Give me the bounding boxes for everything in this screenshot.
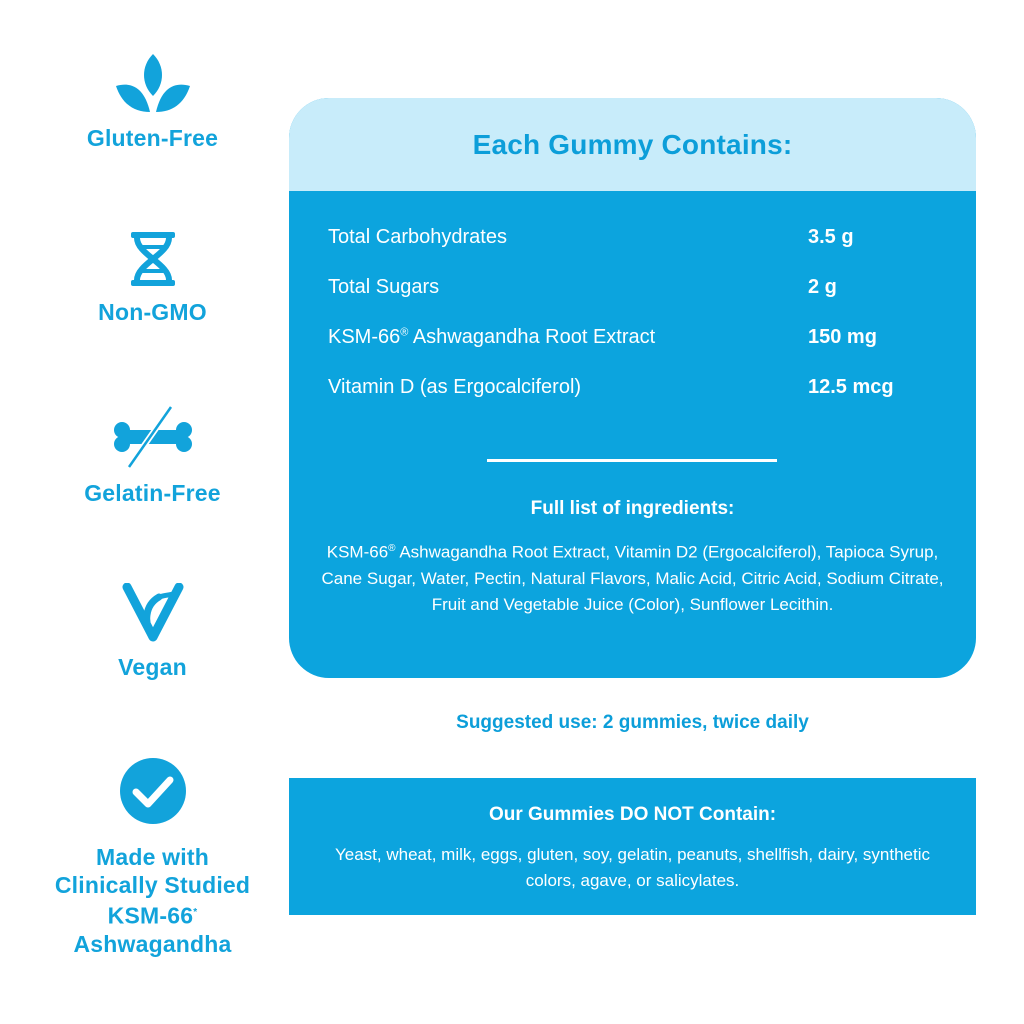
suggested-use: Suggested use: 2 gummies, twice daily (456, 712, 809, 733)
table-row (328, 226, 928, 276)
badge-label (30, 843, 275, 958)
dna-helix-icon (129, 230, 177, 288)
nutrient-value: 150 mg (808, 326, 877, 348)
badge-gluten-free (30, 52, 275, 152)
badge-label: Vegan (118, 654, 187, 680)
leaves-icon (114, 52, 192, 114)
checkmark-circle-icon (119, 757, 187, 825)
registered-mark: ® (388, 543, 396, 554)
not-contain-box (289, 778, 976, 915)
nutrient-name: Vitamin D (as Ergocalciferol) (328, 376, 582, 398)
badge-non-gmo (30, 230, 275, 326)
nutrient-name-part: KSM-66 (328, 326, 401, 348)
badge-gelatin-free (30, 405, 275, 507)
nutrient-name (328, 326, 808, 349)
nutrient-name: Total Carbohydrates (328, 226, 507, 248)
table-row (328, 276, 928, 326)
ingredients-part: Ashwagandha Root Extract, Vitamin D2 (Ergocalciferol), Tapioca Syrup, Cane Sugar, Water, Pectin, Natural Flavors, Malic Acid, Citric Acid, Sodium Citrate, Fruit and Vegetable Juice (Color), Sunflower Lecithin. (321, 542, 944, 614)
nutrient-value: 3.5 g (808, 226, 854, 248)
registered-mark: ® (400, 326, 409, 339)
badge-vegan (30, 583, 275, 681)
ingredients-part: KSM-66 (326, 542, 389, 562)
card-title: Each Gummy Contains: (472, 128, 793, 160)
ingredients-title: Full list of ingredients: (530, 498, 735, 519)
card-header (289, 98, 976, 191)
nutrient-name-part: Ashwagandha Root Extract (408, 326, 656, 348)
superscript-mark: * (193, 907, 198, 918)
nutrient-value: 12.5 mcg (808, 376, 894, 398)
nutrient-name: Total Sugars (328, 276, 440, 298)
badge-clinically-studied (30, 757, 275, 958)
nutrition-card (289, 98, 976, 678)
ingredients-text (319, 536, 946, 618)
badge-line: Ashwagandha (73, 930, 232, 957)
badge-line (30, 899, 275, 930)
badge-line: Clinically Studied (54, 872, 251, 898)
not-contain-title: Our Gummies DO NOT Contain: (488, 804, 777, 825)
badge-line-text: KSM-66 (107, 902, 194, 929)
vegan-v-icon (121, 583, 185, 643)
nutrition-table (328, 226, 928, 426)
table-row (328, 376, 928, 426)
crossed-bone-icon (113, 405, 193, 469)
table-row (328, 326, 928, 376)
nutrient-value: 2 g (808, 276, 837, 298)
not-contain-text: Yeast, wheat, milk, eggs, gluten, soy, gelatin, peanuts, shellfish, dairy, synthetic colors, agave, or salicylates. (334, 845, 930, 890)
badge-label: Non-GMO (98, 299, 207, 325)
badge-line: Made with (96, 844, 209, 870)
divider (487, 459, 777, 462)
badge-label: Gelatin-Free (84, 480, 221, 506)
badge-label: Gluten-Free (86, 125, 219, 151)
